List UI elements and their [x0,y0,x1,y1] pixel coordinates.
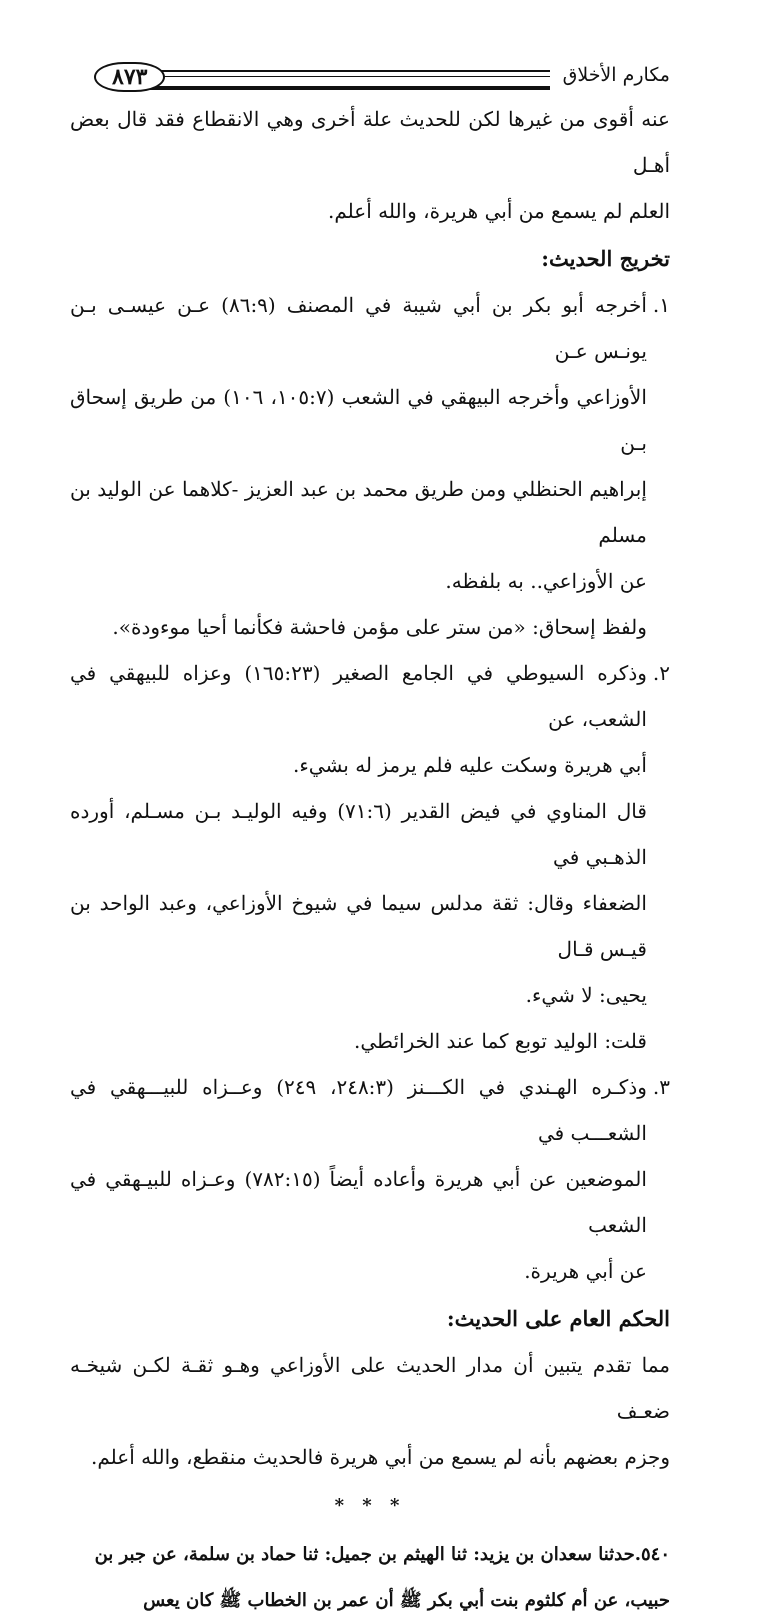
page-number: ٨٧٣ [94,62,165,92]
text-line: أبي هريرة وسكت عليه فلم يرمز له بشيء. [293,753,647,777]
section-separator: * * * [334,1495,406,1516]
takhrij-item-2 [70,650,670,1064]
page-header [70,60,670,96]
item-number: ٣. [652,1075,670,1099]
text-line: قال المناوي في فيض القدير (٧١:٦) وفيه الوليـد بـن مسـلم، أورده الذهـبي في [70,799,647,869]
text-line: الضعفاء وقال: ثقة مدلس سيما في شيوخ الأوزاعي، وعبد الواحد بن قيـس قـال [70,891,647,961]
text-line: مما تقدم يتبين أن مدار الحديث على الأوزاعي وهـو ثقـة لكـن شيخـه ضعـف [70,1353,670,1423]
text-line: وذكره السيوطي في الجامع الصغير (١٦٥:٢٣) وعزاه للبيهقي في الشعب، عن [70,661,647,731]
item-note: ولفظ إسحاق: «من ستر على مؤمن فاحشة فكأنما أحيا موءودة». [112,615,647,639]
text-line: حبيب، عن أم كلثوم بنت أبي بكر ﷺ أن عمر بن الخطاب ﷺ كان يعس [143,1590,670,1611]
hukm-heading: الحكم العام على الحديث: [446,1306,670,1331]
text-line: وذكـره الهـندي في الكـــنز (٢٤٨:٣، ٢٤٩) وعــزاه للبيـــهقي في الشعـــب في [70,1075,647,1145]
text-line: إبراهيم الحنظلي ومن طريق محمد بن عبد العزيز -كلاهما عن الوليد بن مسلم [70,477,647,547]
page [70,60,670,1624]
text-line: الموضعين عن أبي هريرة وأعاده أيضاً (٧٨٢:١٥) وعـزاه للبيـهقي في الشعب [70,1167,647,1237]
takhrij-item-1 [70,282,670,650]
header-rule [130,70,550,90]
text-line: أخرجه أبو بكر بن أبي شيبة في المصنف (٨٦:٩) عـن عيسـى بـن يونـس عـن [70,293,647,363]
intro-paragraph [70,96,670,234]
text-line: عن أبي هريرة. [524,1259,647,1283]
text-line: عنه أقوى من غيرها لكن للحديث علة أخرى وهي الانقطاع فقد قال بعض أهـل [70,107,670,177]
text-line: يحيى: لا شيء. [525,983,647,1007]
text-line: وجزم بعضهم بأنه لم يسمع من أبي هريرة فالحديث منقطع، والله أعلم. [91,1445,670,1469]
item-number: ١. [652,293,670,317]
takhrij-item-3 [70,1064,670,1294]
item-number: ٢. [652,661,670,685]
takhrij-heading: تخريج الحديث: [541,246,670,271]
text-line: العلم لم يسمع من أبي هريرة، والله أعلم. [327,199,670,223]
next-hadith [70,1532,670,1624]
item-note: قلت: الوليد توبع كما عند الخرائطي. [354,1029,647,1053]
hukm-paragraph [70,1342,670,1480]
text-line: عن الأوزاعي.. به بلفظه. [445,569,647,593]
text-line: الأوزاعي وأخرجه البيهقي في الشعب (١٠٥:٧، ١٠٦) من طريق إسحاق بـن [70,385,647,455]
book-title: مكارم الأخلاق [562,64,670,86]
text-line: ٥٤٠.حدثنا سعدان بن يزيد: ثنا الهيثم بن جميل: ثنا حماد بن سلمة، عن جبر بن [94,1544,670,1565]
